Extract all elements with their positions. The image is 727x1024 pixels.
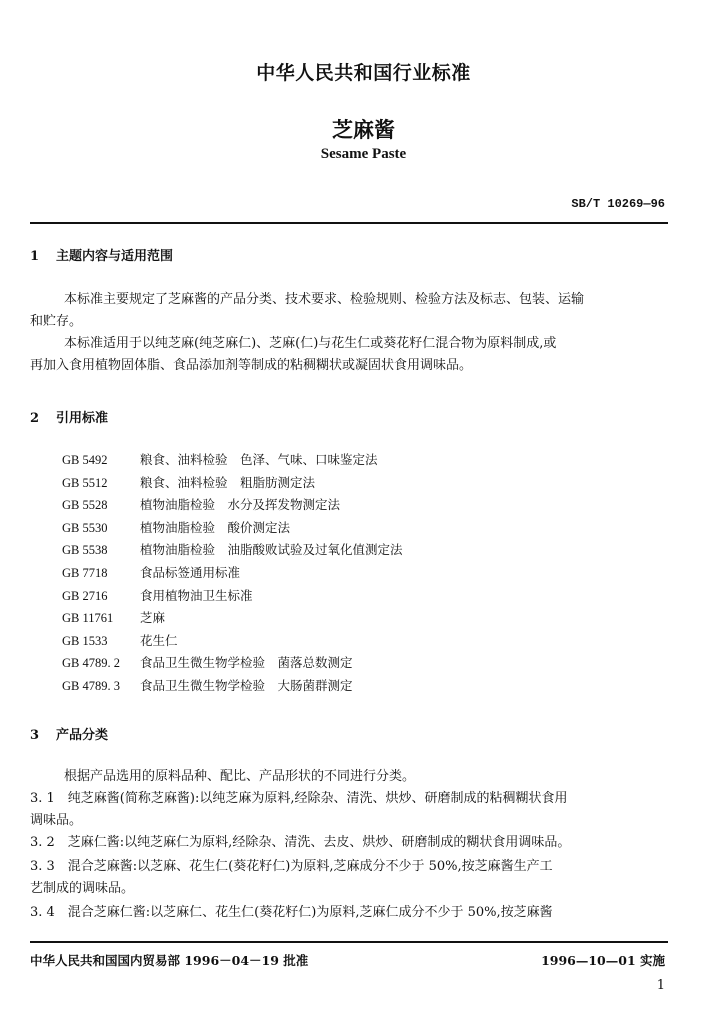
section-3-number: 3 xyxy=(30,728,40,743)
reference-row xyxy=(62,631,178,649)
reference-row xyxy=(62,608,165,626)
reference-row xyxy=(62,653,353,671)
reference-row xyxy=(62,586,253,604)
item-line: 3. 2 芝麻仁酱:以纯芝麻仁为原料,经除杂、清洗、去皮、烘炒、研磨制成的糊状食用调味品。 xyxy=(30,835,571,850)
page-number: 1 xyxy=(656,978,665,993)
reference-row xyxy=(62,473,315,491)
standard-code: SB/T 10269—96 xyxy=(571,197,665,211)
reference-title: 粮食、油料检验 色泽、气味、口味鉴定法 xyxy=(140,452,378,467)
reference-title: 植物油脂检验 油脂酸败试验及过氧化值测定法 xyxy=(140,542,403,558)
reference-code: GB 5492 xyxy=(62,453,108,467)
section-1-number: 1 xyxy=(30,249,40,264)
reference-code: GB 5538 xyxy=(62,543,108,558)
title-cn: 芝麻酱 xyxy=(332,117,395,142)
org-line: 中华人民共和国行业标准 xyxy=(256,62,471,84)
para-line: 根据产品选用的原料品种、配比、产品形状的不同进行分类。 xyxy=(64,769,416,784)
section-1-para-2 xyxy=(30,333,670,377)
item-line: 3. 3 混合芝麻酱:以芝麻、花生仁(葵花籽仁)为原料,芝麻成分不少于 50%,按芝麻酱生产工 xyxy=(30,859,553,874)
item-line: 3. 4 混合芝麻仁酱:以芝麻仁、花生仁(葵花籽仁)为原料,芝麻仁成分不少于 50%,按芝麻酱 xyxy=(30,905,553,920)
reference-code: GB 4789. 3 xyxy=(62,679,120,693)
section-2-title: 引用标准 xyxy=(56,411,109,426)
reference-code: GB 5530 xyxy=(62,520,108,535)
reference-code: GB 2716 xyxy=(62,588,108,603)
reference-row xyxy=(62,563,240,581)
para-line: 本标准主要规定了芝麻酱的产品分类、技术要求、检验规则、检验方法及标志、包装、运输 xyxy=(64,292,585,307)
item-line: 调味品。 xyxy=(30,813,83,828)
reference-code: GB 1533 xyxy=(62,633,108,648)
item-line: 3. 1 纯芝麻酱(简称芝麻酱):以纯芝麻为原料,经除杂、清洗、烘炒、研磨制成的粘稠糊状食用 xyxy=(30,791,568,806)
reference-title: 食品卫生微生物学检验 大肠菌群测定 xyxy=(140,678,353,693)
section-1-title: 主题内容与适用范围 xyxy=(56,249,174,264)
item-3-2 xyxy=(30,832,670,854)
reference-row xyxy=(62,495,340,513)
section-3-intro xyxy=(30,766,670,788)
reference-title: 芝麻 xyxy=(140,610,166,626)
para-line: 再加入食用植物固体脂、食品添加剂等制成的粘稠糊状或凝固状食用调味品。 xyxy=(30,358,473,373)
section-1-para-1 xyxy=(30,289,670,333)
implementation-date: 1996—10—01 实施 xyxy=(541,953,665,968)
para-line: 和贮存。 xyxy=(30,314,83,329)
item-3-4 xyxy=(30,902,670,924)
reference-title: 植物油脂检验 酸价测定法 xyxy=(140,519,291,535)
reference-title: 食品卫生微生物学检验 菌落总数测定 xyxy=(140,655,353,671)
reference-code: GB 7718 xyxy=(62,566,108,580)
title-en: Sesame Paste xyxy=(320,146,407,162)
item-line: 艺制成的调味品。 xyxy=(30,881,135,896)
para-line: 本标准适用于以纯芝麻(纯芝麻仁)、芝麻(仁)与花生仁或葵花籽仁混合物为原料制成,或 xyxy=(64,336,557,351)
reference-title: 粮食、油料检验 粗脂肪测定法 xyxy=(140,474,316,490)
approval-line: 中华人民共和国国内贸易部 1996－04－19 批准 xyxy=(30,953,309,968)
reference-row xyxy=(62,676,353,694)
section-3-title: 产品分类 xyxy=(56,728,109,743)
reference-title: 食用植物油卫生标准 xyxy=(140,587,253,603)
reference-row xyxy=(62,450,378,468)
reference-title: 植物油脂检验 水分及挥发物测定法 xyxy=(140,497,341,513)
reference-title: 花生仁 xyxy=(140,632,178,648)
reference-code: GB 4789. 2 xyxy=(62,656,120,671)
reference-title: 食品标签通用标准 xyxy=(140,565,241,580)
reference-code: GB 11761 xyxy=(62,611,114,626)
item-3-3 xyxy=(30,856,670,900)
section-1-heading xyxy=(30,245,173,264)
reference-code: GB 5528 xyxy=(62,498,108,513)
reference-row xyxy=(62,518,290,536)
section-3-heading xyxy=(30,724,108,743)
item-3-1 xyxy=(30,788,670,832)
footer-rule xyxy=(30,941,668,943)
section-2-heading xyxy=(30,407,108,426)
header-rule xyxy=(30,222,668,224)
section-2-number: 2 xyxy=(30,411,40,426)
reference-row xyxy=(62,540,403,558)
reference-code: GB 5512 xyxy=(62,475,108,490)
